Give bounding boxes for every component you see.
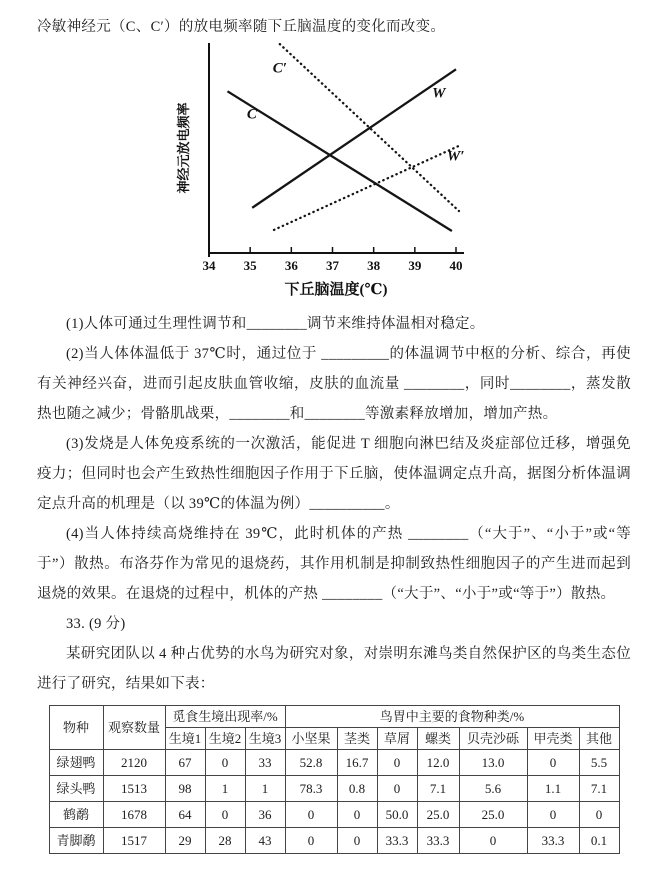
value-cell: 16.7 (337, 750, 377, 776)
table-row (49, 776, 619, 802)
value-cell: 0 (205, 802, 245, 828)
species-cell: 鹤鹬 (49, 802, 103, 828)
value-cell: 0 (527, 802, 579, 828)
question-33-number: 33. (9 分) (66, 616, 126, 632)
value-cell: 1517 (103, 828, 165, 854)
x-tick-label: 40 (449, 258, 462, 273)
value-cell: 1678 (103, 802, 165, 828)
value-cell: 7.1 (417, 776, 459, 802)
series-label-W: W (431, 85, 445, 102)
x-tick-label: 37 (325, 258, 339, 273)
x-tick-label: 35 (243, 258, 257, 273)
value-cell: 36 (245, 802, 285, 828)
value-cell: 0.1 (579, 828, 619, 854)
bird-niche-table (49, 705, 620, 854)
value-cell: 0 (527, 750, 579, 776)
species-cell: 绿翅鸭 (49, 750, 103, 776)
series-label-C: C (246, 106, 257, 123)
col-food-snails: 螺类 (417, 728, 459, 750)
col-species: 物种 (49, 706, 103, 750)
question-3: (3)发烧是人体免疫系统的一次激活，能促进 T 细胞向淋巴结及炎症部位迁移，增强免疫力；但同时也会产生致热性细胞因子作用于下丘脑，使体温调定点升高，据图分析体温调定点升高的机理是（以 39℃的体温为例）__________。 (37, 436, 631, 512)
x-tick-label: 36 (284, 258, 298, 273)
series-line-C (227, 91, 451, 231)
series-line-W (252, 69, 456, 208)
col-food-crustaceans: 甲壳类 (527, 728, 579, 750)
col-count: 观察数量 (103, 706, 165, 750)
species-cell: 青脚鹬 (49, 828, 103, 854)
series-label-C′: C′ (272, 60, 287, 77)
col-food-stems: 茎类 (337, 728, 377, 750)
value-cell: 0 (337, 828, 377, 854)
value-cell: 98 (165, 776, 205, 802)
value-cell: 1.1 (527, 776, 579, 802)
x-tick-label: 34 (202, 258, 215, 273)
value-cell: 5.5 (579, 750, 619, 776)
value-cell: 0 (579, 802, 619, 828)
x-tick-label: 38 (366, 258, 380, 273)
value-cell: 5.6 (459, 776, 527, 802)
intro-text: 冷敏神经元（C、C′）的放电频率随下丘脑温度的变化而改变。 (37, 19, 446, 35)
value-cell: 2120 (103, 750, 165, 776)
col-habitat-3: 生境3 (245, 728, 285, 750)
value-cell: 43 (245, 828, 285, 854)
table-header-row-1 (49, 706, 619, 728)
value-cell: 1 (245, 776, 285, 802)
col-food-other: 其他 (579, 728, 619, 750)
col-food-shell-grit: 贝壳沙砾 (459, 728, 527, 750)
value-cell: 25.0 (417, 802, 459, 828)
series-label-W′: W′ (446, 148, 464, 165)
value-cell: 28 (205, 828, 245, 854)
col-habitat-2: 生境2 (205, 728, 245, 750)
chart-svg (162, 43, 507, 305)
value-cell: 0 (377, 776, 417, 802)
table-row (49, 802, 619, 828)
value-cell: 0.8 (337, 776, 377, 802)
value-cell: 52.8 (285, 750, 337, 776)
col-food-nuts: 小坚果 (285, 728, 337, 750)
question-33-intro: 某研究团队以 4 种占优势的水鸟为研究对象，对崇明东滩鸟类自然保护区的鸟类生态位进行了研究，结果如下表： (37, 646, 631, 692)
neuron-firing-chart (162, 43, 507, 305)
value-cell: 7.1 (579, 776, 619, 802)
value-cell: 0 (377, 750, 417, 776)
value-cell: 0 (337, 802, 377, 828)
col-group-habitat: 觅食生境出现率/% (165, 706, 285, 728)
value-cell: 0 (285, 802, 337, 828)
question-1: (1)人体可通过生理性调节和________调节来维持体温相对稳定。 (66, 316, 485, 332)
value-cell: 12.0 (417, 750, 459, 776)
value-cell: 33.3 (527, 828, 579, 854)
bird-table-body (49, 750, 619, 854)
value-cell: 25.0 (459, 802, 527, 828)
question-4: (4)当人体持续高烧维持在 39℃，此时机体的产热 ________（“大于”、“小于”或“等于”）散热。布洛芬作为常见的退烧药，其作用机制是抑制致热性细胞因子的产生进而起到退烧的效果。在退烧的过程中，机体的产热 ________（“大于”、“小于”或“等于”）散热。 (37, 526, 631, 602)
x-axis-title: 下丘脑温度(℃) (284, 282, 387, 298)
table-header (49, 706, 619, 750)
col-habitat-1: 生境1 (165, 728, 205, 750)
value-cell: 0 (285, 828, 337, 854)
value-cell: 33.3 (377, 828, 417, 854)
table-row (49, 750, 619, 776)
value-cell: 29 (165, 828, 205, 854)
x-tick-label: 39 (407, 258, 421, 273)
value-cell: 0 (205, 750, 245, 776)
col-group-food: 鸟胃中主要的食物种类/% (285, 706, 619, 728)
value-cell: 50.0 (377, 802, 417, 828)
value-cell: 33.3 (417, 828, 459, 854)
value-cell: 78.3 (285, 776, 337, 802)
value-cell: 13.0 (459, 750, 527, 776)
species-cell: 绿头鸭 (49, 776, 103, 802)
value-cell: 67 (165, 750, 205, 776)
value-cell: 0 (459, 828, 527, 854)
y-axis-title: 神经元放电频率 (175, 102, 191, 194)
value-cell: 33 (245, 750, 285, 776)
col-food-grass: 草屑 (377, 728, 417, 750)
value-cell: 64 (165, 802, 205, 828)
question-2: (2)当人体体温低于 37℃时，通过位于 _________的体温调节中枢的分析、综合，再使有关神经兴奋，进而引起皮肤血管收缩，皮肤的血流量 ________，同时________，蒸发散热也随之减少；骨骼肌战栗，________和________等激素释放增加，增加产热。 (37, 346, 631, 422)
value-cell: 1 (205, 776, 245, 802)
value-cell: 1513 (103, 776, 165, 802)
table-row (49, 828, 619, 854)
